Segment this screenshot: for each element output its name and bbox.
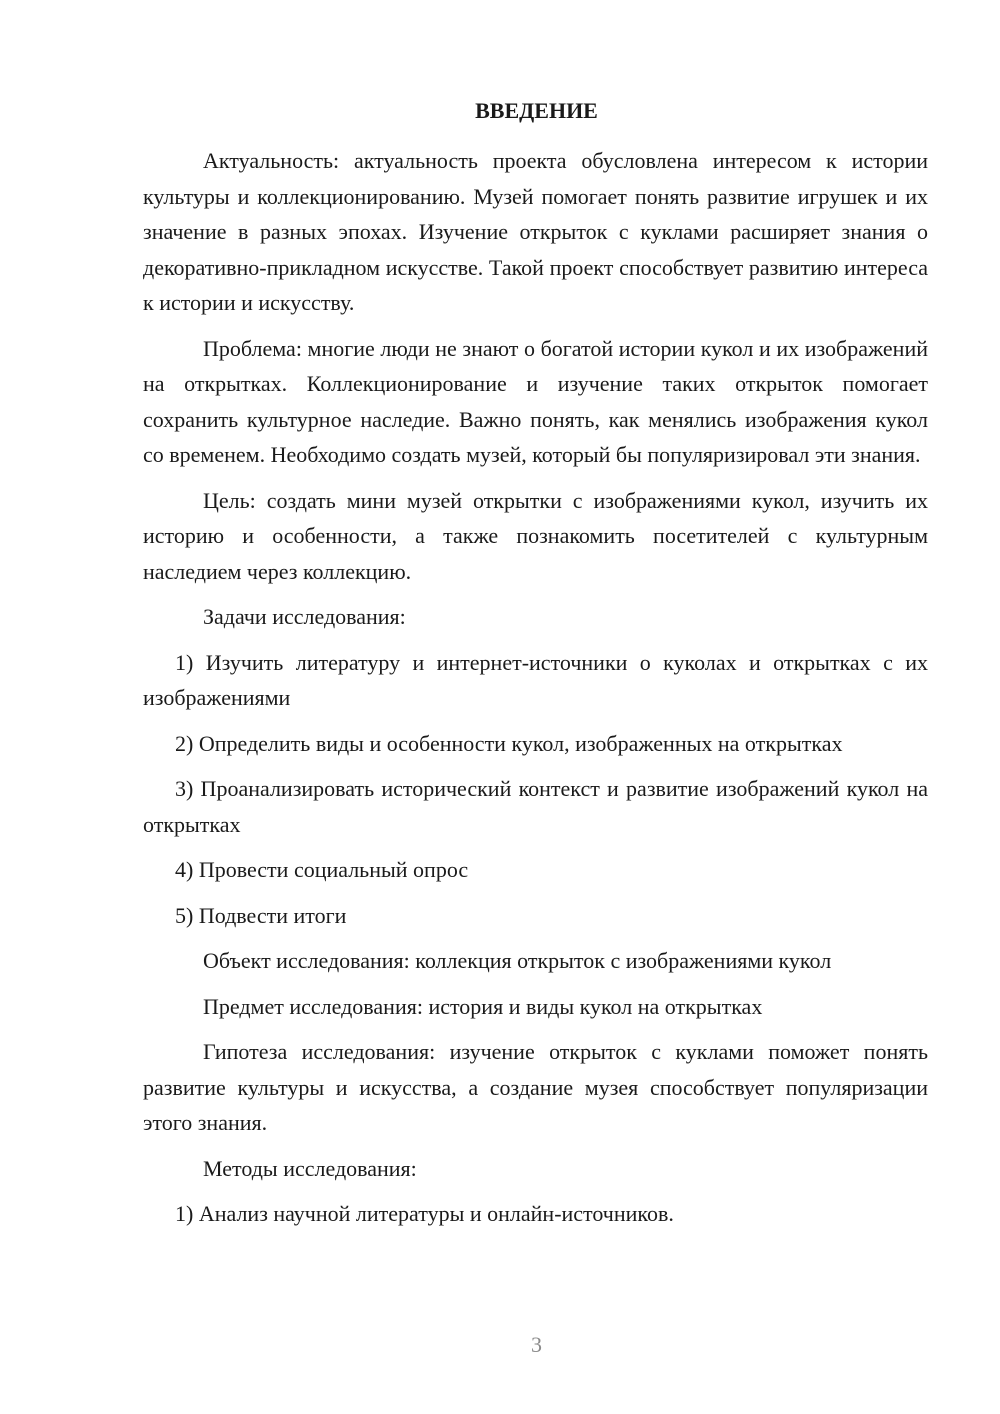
task-item-3: 3) Проанализировать исторический контекст и развитие изображений кукол на открытках — [143, 776, 928, 837]
method-item-1: 1) Анализ научной литературы и онлайн-источников. — [175, 1201, 674, 1226]
task-item-1: 1) Изучить литературу и интернет-источники о куколах и открытках с их изображениями — [143, 649, 928, 710]
subject-paragraph: Предмет исследования: история и виды кукол на открытках — [203, 993, 763, 1019]
task-item-4: 4) Провести социальный опрос — [175, 857, 469, 882]
section-heading: ВВЕДЕНИЕ — [475, 98, 598, 123]
methods-label: Методы исследования: — [203, 1155, 417, 1181]
goal-paragraph: Цель: создать мини музей открытки с изображениями кукол, изучить их историю и особенности, а также познакомить посетителей с культурным наследием через коллекцию. — [143, 487, 928, 584]
task-item-2: 2) Определить виды и особенности кукол, изображенных на открытках — [175, 730, 843, 756]
task-item-5: 5) Подвести итоги — [175, 902, 347, 928]
object-paragraph: Объект исследования: коллекция открыток с изображениями кукол — [203, 948, 832, 973]
page-number: 3 — [531, 1332, 542, 1357]
problem-paragraph: Проблема: многие люди не знают о богатой истории кукол и их изображений на открытках. Коллекционирование и изучение таких открыток помогает сохранить культурное наследие. Важно понять, как менялись изображения кукол со временем. Необходимо создать музей, который бы популяризировал эти знания. — [143, 335, 928, 467]
relevance-paragraph: Актуальность: актуальность проекта обусловлена интересом к истории культуры и коллекционированию. Музей помогает понять развитие игрушек и их значение в разных эпохах. Изучение открыток с куклами расширяет знания о декоративно-прикладном искусстве. Такой проект способствует развитию интереса к истории и искусству. — [143, 148, 928, 315]
document-body — [143, 143, 928, 1242]
tasks-label: Задачи исследования: — [203, 604, 406, 629]
hypothesis-paragraph: Гипотеза исследования: изучение открыток с куклами поможет понять развитие культуры и искусства, а создание музея способствует популяризации этого знания. — [143, 1039, 928, 1135]
